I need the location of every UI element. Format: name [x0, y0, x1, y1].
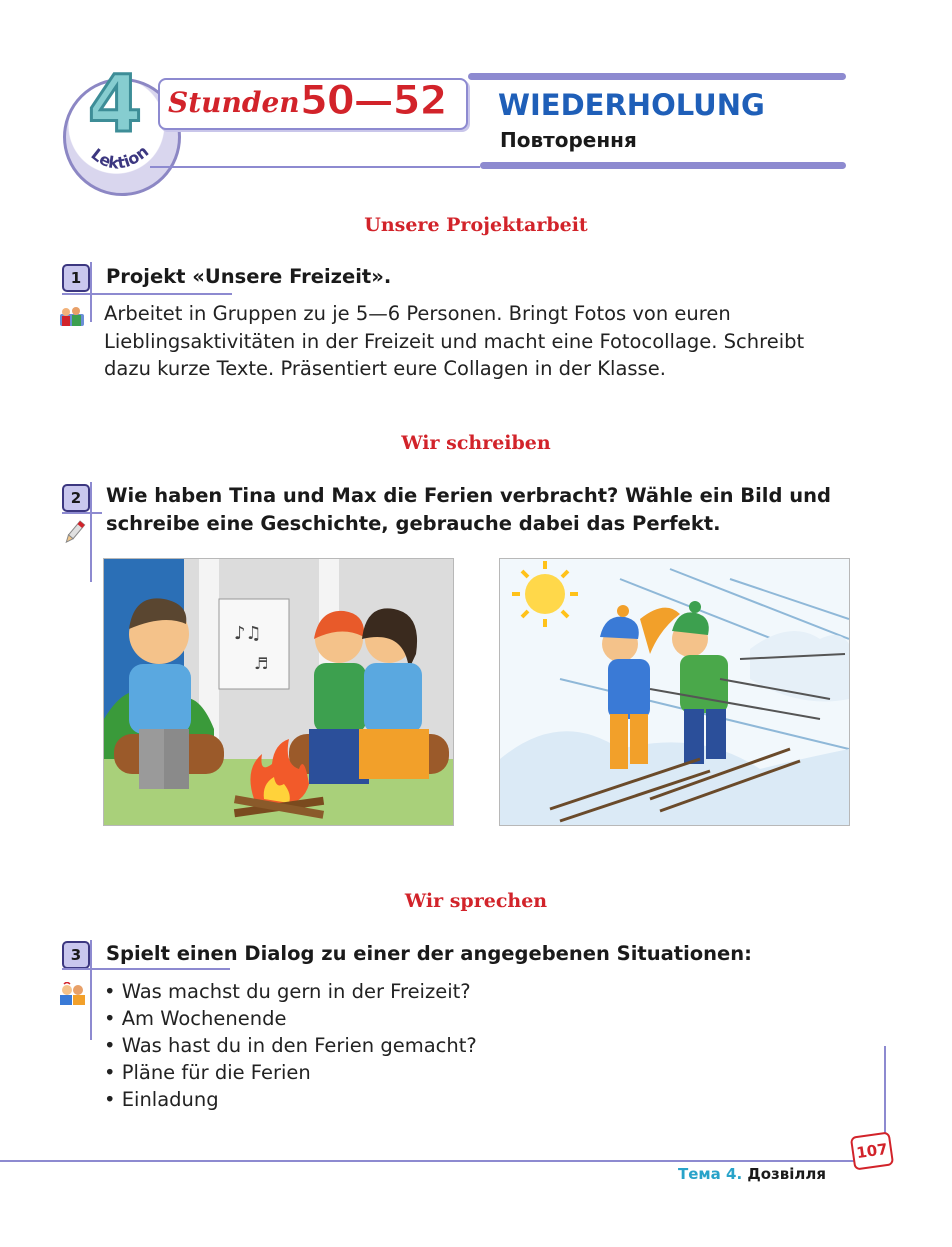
list-item: • Am Wochenende — [104, 1007, 287, 1030]
list-item: • Einladung — [104, 1088, 219, 1111]
task-title-3: Spielt einen Dialog zu einer der angegebenen Situationen: — [106, 942, 752, 965]
task-title-1: Projekt «Unsere Freizeit». — [106, 265, 392, 288]
section-heading-schreiben: Wir schreiben — [401, 432, 551, 454]
header-bar-bottom — [480, 162, 846, 169]
header-bar-bottom-thin — [150, 166, 480, 168]
campfire-illustration — [103, 558, 454, 826]
page-title: WIEDERHOLUNG — [498, 88, 765, 122]
stunden-range: 50—52 — [300, 78, 447, 124]
stunden-label: Stunden — [168, 86, 300, 119]
svg-text:♪♫: ♪♫ — [234, 623, 262, 644]
task-rule-2 — [90, 482, 92, 582]
lektion-number: 4 — [87, 60, 143, 150]
footer-topic-label: Тема 4. — [678, 1165, 743, 1183]
task-body-line: Arbeitet in Gruppen zu je 5—6 Personen. Bringt Fotos von euren — [104, 302, 731, 325]
header-bar-top — [468, 73, 846, 80]
pencil-icon — [62, 520, 86, 542]
list-item: • Was hast du in den Ferien gemacht? — [104, 1034, 477, 1057]
lektion-label — [87, 141, 172, 180]
task-body-line: dazu kurze Texte. Präsentiert eure Collagen in der Klasse. — [104, 357, 666, 380]
task-number-2: 2 — [62, 484, 90, 512]
footer-topic-name: Дозвілля — [747, 1165, 827, 1183]
task-number-3: 3 — [62, 941, 90, 969]
skiing-illustration — [499, 558, 850, 826]
task-number-1: 1 — [62, 264, 90, 292]
footer-topic — [678, 1165, 826, 1183]
task-body-1 — [104, 300, 804, 383]
section-heading-projekt: Unsere Projektarbeit — [364, 214, 588, 236]
list-item: • Was machst du gern in der Freizeit? — [104, 980, 471, 1003]
svg-text:Lektion: Lektion — [87, 141, 153, 173]
footer-rule — [0, 1160, 858, 1162]
task-underline-3 — [62, 968, 230, 970]
task-title-line: Wie haben Tina und Max die Ferien verbracht? Wähle ein Bild und — [106, 484, 831, 507]
dialog-icon — [60, 982, 84, 1004]
section-heading-sprechen: Wir sprechen — [404, 890, 548, 912]
page-subtitle: Повторення — [500, 128, 637, 152]
task-underline-1 — [62, 293, 232, 295]
situation-list — [104, 978, 477, 1113]
task-body-line: Lieblingsaktivitäten in der Freizeit und macht eine Fotocollage. Schreibt — [104, 329, 805, 353]
footer-rule-vertical — [884, 1046, 886, 1142]
task-rule-1 — [90, 262, 92, 322]
task-title-line: schreibe eine Geschichte, gebrauche dabei das Perfekt. — [106, 512, 721, 535]
task-title-2 — [106, 482, 831, 538]
task-rule-3 — [90, 940, 92, 1040]
list-item: • Pläne für die Ferien — [104, 1061, 311, 1084]
page-number: 107 — [850, 1131, 894, 1170]
group-work-icon — [60, 306, 84, 328]
svg-text:♬: ♬ — [254, 654, 269, 673]
task-underline-2 — [62, 512, 102, 514]
